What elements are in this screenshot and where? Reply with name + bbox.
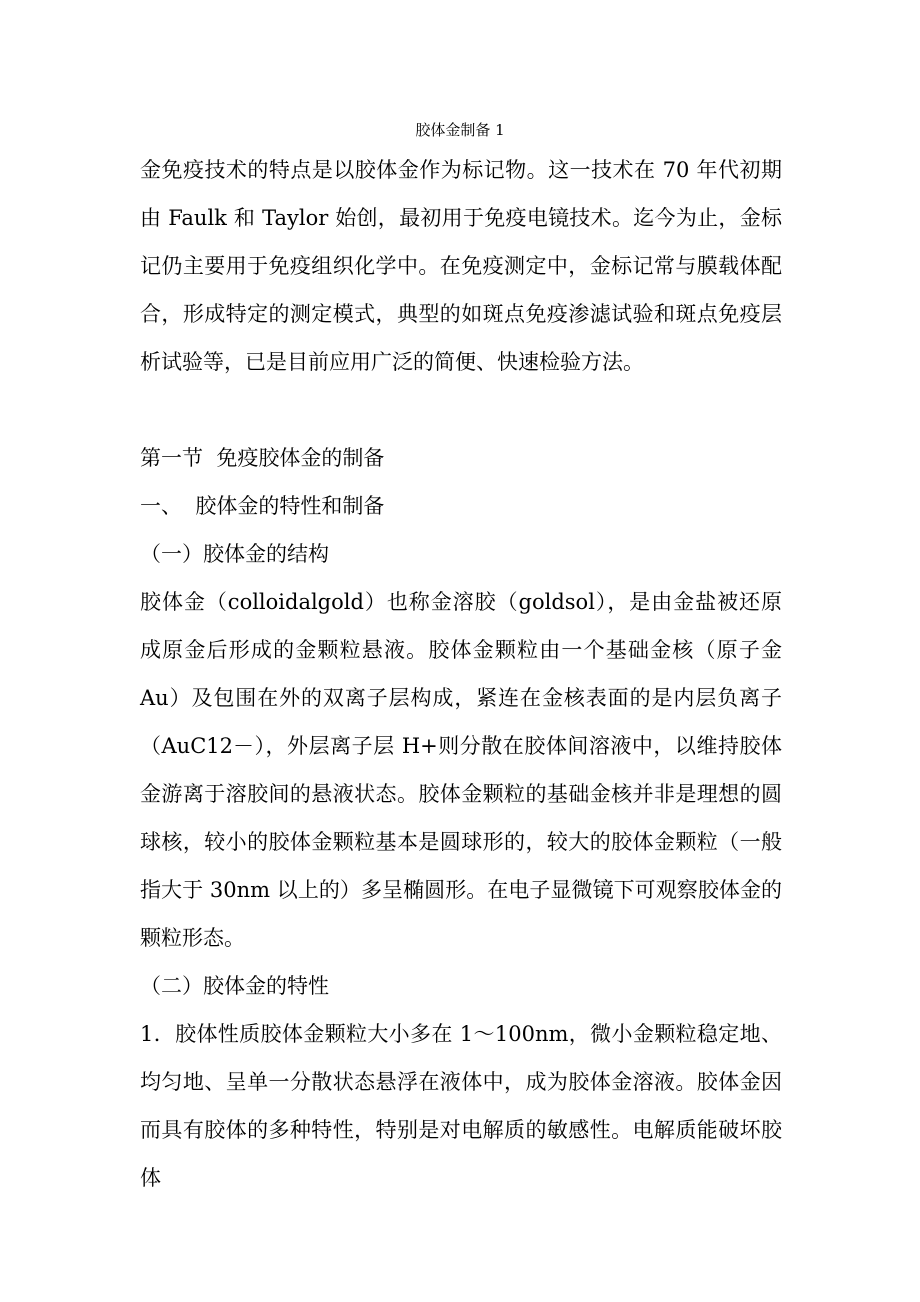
page-header: 胶体金制备 1: [415, 121, 505, 139]
properties-paragraph: 1．胶体性质胶体金颗粒大小多在 1～100nm，微小金颗粒稳定地、均匀地、呈单一分散状态悬浮在液体中，成为胶体金溶液。胶体金因而具有胶体的多种特性，特别是对电解质的敏感性。电解质能破坏胶体: [140, 1022, 782, 1190]
document-body: [140, 146, 782, 1202]
intro-paragraph: 金免疫技术的特点是以胶体金作为标记物。这一技术在 70 年代初期由 Faulk 和 Taylor 始创，最初用于免疫电镜技术。迄今为止，金标记仍主要用于免疫组织化学中。在免疫测定中，金标记常与膜载体配合，形成特定的测定模式，典型的如斑点免疫渗滤试验和斑点免疫层析试验等，已是目前应用广泛的简便、快速检验方法。: [140, 158, 782, 374]
subsection-title: 一、 胶体金的特性和制备: [140, 494, 385, 518]
section-title: 第一节 免疫胶体金的制备: [140, 446, 385, 470]
blank-line: [140, 386, 782, 434]
structure-paragraph: 胶体金（colloidalgold）也称金溶胶（goldsol），是由金盐被还原成原金后形成的金颗粒悬液。胶体金颗粒由一个基础金核（原子金 Au）及包围在外的双离子层构成，紧连在金核表面的是内层负离子（AuC12－），外层离子层 H+则分散在胶体间溶液中，以维持胶体金游离于溶胶间的悬液状态。胶体金颗粒的基础金核并非是理想的圆球核，较小的胶体金颗粒基本是圆球形的，较大的胶体金颗粒（一般指大于 30nm 以上的）多呈椭圆形。在电子显微镜下可观察胶体金的颗粒形态。: [140, 590, 782, 950]
subsection-structure-title: （一）胶体金的结构: [140, 542, 329, 566]
subsection-properties-title: （二）胶体金的特性: [140, 974, 329, 998]
